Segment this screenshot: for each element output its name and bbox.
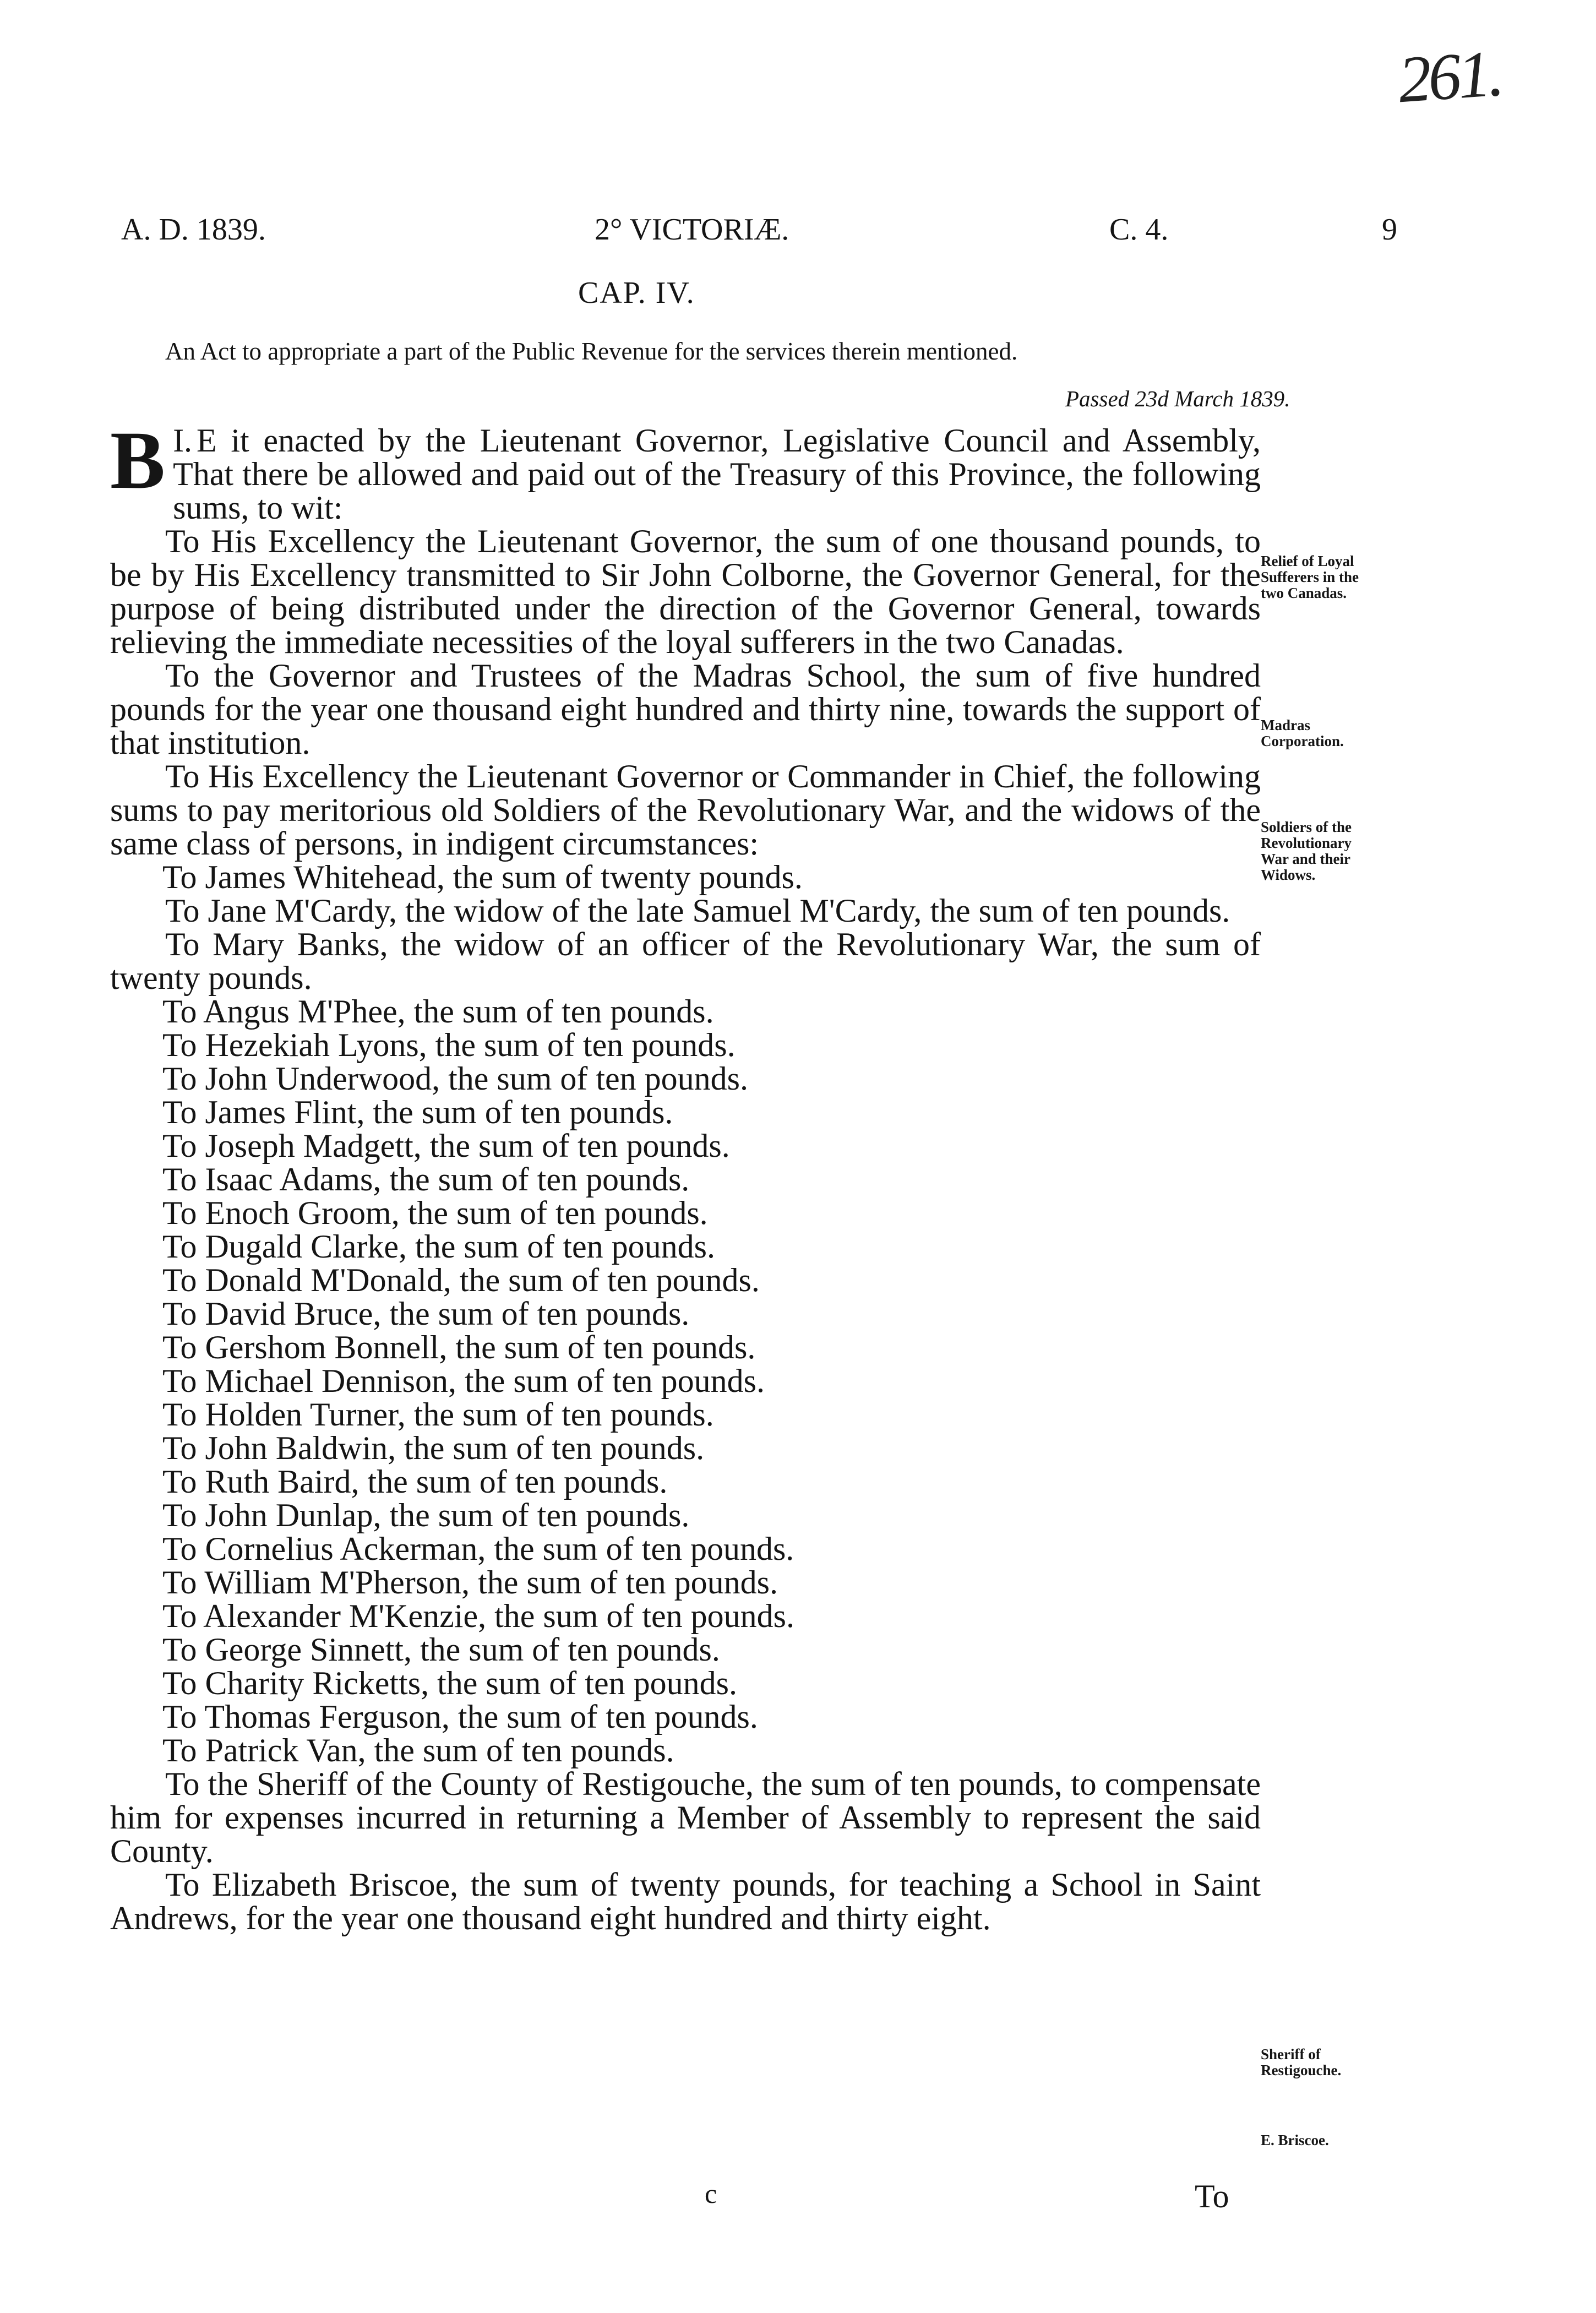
header-year: A. D. 1839. — [121, 213, 266, 247]
paragraph-madras-school: To the Governor and Trustees of the Madras School, the sum of five hundred pounds for the year one thousand eight hundred and thirty nine, towards the support of that institution. — [110, 657, 1261, 761]
grant-item: To John Baldwin, the sum of ten pounds. — [162, 1430, 705, 1466]
margin-note-loyal: Relief of Loyal Sufferers in the two Canadas. — [1261, 553, 1359, 601]
handwritten-page-number: 261. — [1396, 36, 1504, 117]
section-number: I. — [173, 422, 193, 459]
act-title: An Act to appropriate a part of the Public Revenue for the services therein mentioned. — [165, 338, 1018, 365]
enacting-clause — [110, 415, 1261, 526]
paragraph-loyal-sufferers: To His Excellency the Lieutenant Governor, the sum of one thousand pounds, to be by His Excellency transmitted to Sir John Colborne, the Governor General, for the purpose of being distributed under the direction of the Governor General, towards relieving the immediate necessities of the loyal sufferers in the two Canadas. — [110, 523, 1261, 660]
chapter-heading: CAP. IV. — [578, 276, 695, 310]
margin-note-briscoe: E. Briscoe. — [1261, 2132, 1329, 2148]
grant-item: To Cornelius Ackerman, the sum of ten pounds. — [162, 1531, 794, 1567]
header-chapter: C. 4. — [1109, 213, 1169, 247]
margin-note-sheriff: Sheriff of Restigouche. — [1261, 2046, 1342, 2078]
grant-item: To Charity Ricketts, the sum of ten pounds. — [162, 1665, 738, 1701]
grant-item: To Holden Turner, the sum of ten pounds. — [162, 1396, 714, 1433]
act-body — [110, 415, 1261, 1936]
grant-item: To Joseph Madgett, the sum of ten pounds. — [162, 1128, 730, 1164]
grant-item: To Dugald Clarke, the sum of ten pounds. — [162, 1228, 715, 1265]
paragraph-soldiers: To His Excellency the Lieutenant Governor or Commander in Chief, the following sums to pay meritorious old Soldiers of the Revolutionary War, and the widows of the same class of persons, in indigent circumstances: — [110, 758, 1261, 862]
header-reign: 2° VICTORIÆ. — [595, 213, 789, 247]
grant-item: To Hezekiah Lyons, the sum of ten pounds. — [162, 1027, 736, 1063]
grant-item: To Angus M'Phee, the sum of ten pounds. — [162, 993, 714, 1030]
margin-note-soldiers: Soldiers of the Revolutionary War and their Widows. — [1261, 819, 1352, 883]
grant-item: To Donald M'Donald, the sum of ten pounds. — [162, 1262, 760, 1298]
paragraph-mccardy: To Jane M'Cardy, the widow of the late Samuel M'Cardy, the sum of ten pounds. — [165, 892, 1230, 929]
paragraph-sheriff: To the Sheriff of the County of Restigouche, the sum of ten pounds, to compensate him for expenses incurred in returning a Member of Assembly to represent the said County. — [110, 1766, 1261, 1869]
paragraph-briscoe: To Elizabeth Briscoe, the sum of twenty pounds, for teaching a School in Saint Andrews, for the year one thousand eight hundred and thirty eight. — [110, 1866, 1261, 1936]
passed-date: Passed 23d March 1839. — [1065, 386, 1290, 411]
signature-mark: c — [705, 2178, 717, 2209]
grant-item: To Thomas Ferguson, the sum of ten pounds. — [162, 1699, 758, 1735]
grant-item: To John Underwood, the sum of ten pounds. — [162, 1060, 749, 1097]
grant-item: To John Dunlap, the sum of ten pounds. — [162, 1497, 690, 1533]
catchword: To — [1195, 2178, 1229, 2214]
drop-cap: B — [110, 415, 166, 506]
page-number: 9 — [1382, 213, 1397, 247]
grant-item: To Michael Dennison, the sum of ten pounds. — [162, 1363, 765, 1399]
grant-item: To Isaac Adams, the sum of ten pounds. — [162, 1161, 690, 1198]
grant-list — [110, 995, 1261, 1767]
paragraph-banks: To Mary Banks, the widow of an officer of the Revolutionary War, the sum of twenty pounds. — [110, 926, 1261, 996]
grant-item: To Enoch Groom, the sum of ten pounds. — [162, 1195, 708, 1231]
grant-item: To William M'Pherson, the sum of ten pounds. — [162, 1564, 778, 1601]
grant-item: To Ruth Baird, the sum of ten pounds. — [162, 1463, 668, 1500]
grant-item: To Alexander M'Kenzie, the sum of ten pounds. — [162, 1598, 795, 1634]
grant-item: To James Flint, the sum of ten pounds. — [162, 1094, 673, 1130]
grant-item: To George Sinnett, the sum of ten pounds. — [162, 1631, 720, 1668]
grant-item: To Gershom Bonnell, the sum of ten pounds. — [162, 1329, 756, 1365]
enacting-text: E it enacted by the Lieutenant Governor, Legislative Council and Assembly, That there be allowed and paid out of the Treasury of this Province, the following sums, to wit: — [173, 422, 1261, 526]
margin-note-madras: Madras Corporation. — [1261, 717, 1344, 749]
grant-james-whitehead: To James Whitehead, the sum of twenty pounds. — [162, 859, 803, 895]
grant-item: To David Bruce, the sum of ten pounds. — [162, 1296, 690, 1332]
grant-item: To Patrick Van, the sum of ten pounds. — [162, 1732, 674, 1768]
